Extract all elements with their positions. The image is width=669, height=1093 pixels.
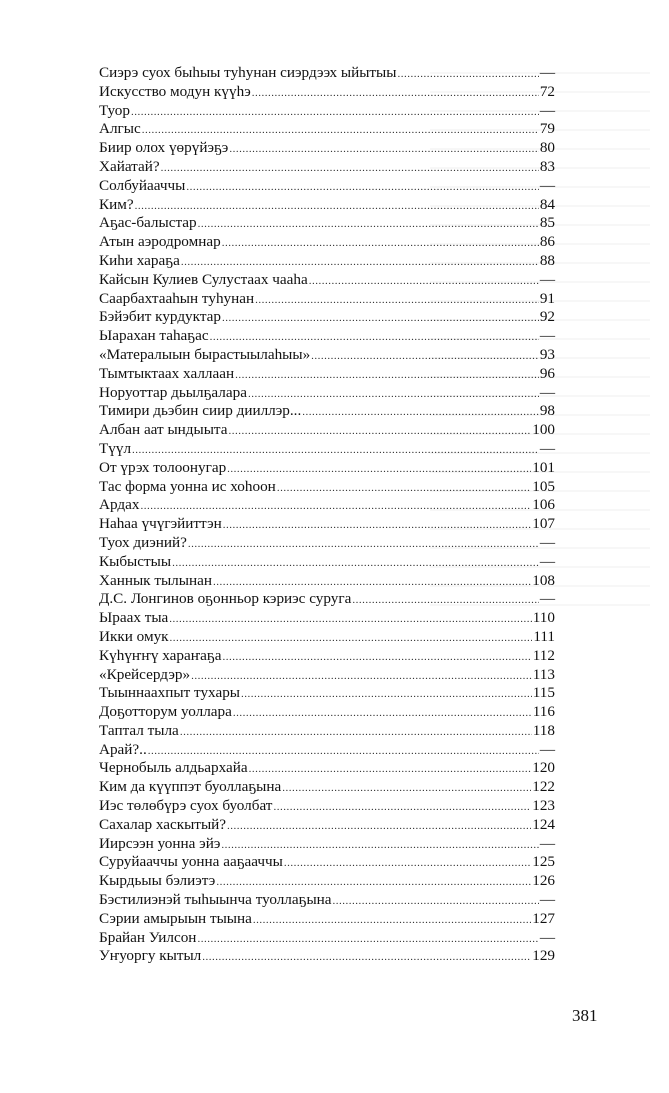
toc-entry-title: Сиэрэ суох быһыы туһунан сиэрдээх ыйытыы — [99, 64, 397, 81]
toc-entry-page: 72 — [539, 82, 555, 100]
toc-entry-title: Сахалар хаскытый? — [99, 815, 227, 833]
dot-leader — [252, 84, 539, 103]
dot-leader — [397, 65, 538, 84]
dot-leader — [233, 704, 532, 723]
toc-entry-title: «Крейсердэр» — [99, 665, 191, 683]
toc-entry — [99, 835, 555, 854]
toc-entry-page: 88 — [539, 251, 555, 269]
toc-entry-page: 120 — [532, 759, 555, 777]
dot-leader — [202, 948, 531, 967]
dot-leader — [311, 347, 539, 366]
dot-leader — [282, 779, 531, 798]
toc-entry-page: 129 — [532, 947, 555, 965]
toc-entry-page: — — [539, 928, 555, 946]
toc-entry — [99, 459, 555, 478]
toc-entry — [99, 365, 555, 384]
toc-entry — [99, 816, 555, 835]
toc-entry-title: Икки омук — [99, 627, 169, 645]
toc-entry-page: 79 — [539, 120, 555, 138]
toc-entry-page: 111 — [533, 627, 555, 645]
dot-leader — [229, 140, 539, 159]
toc-entry-title: Албан аат ындыыта — [99, 421, 228, 439]
toc-entry — [99, 590, 555, 609]
toc-entry-page: 116 — [532, 703, 555, 721]
dot-leader — [221, 836, 538, 855]
toc-entry-page: 101 — [532, 458, 555, 476]
dot-leader — [131, 103, 539, 122]
toc-entry-page: 80 — [539, 139, 555, 157]
toc-entry-page: 96 — [539, 364, 555, 382]
toc-entry-title: Бэстилиэнэй тыһыынча туоллаҕына — [99, 891, 332, 909]
toc-entry-title: Аҕас-балыстар — [99, 214, 197, 232]
toc-entry-page: — — [539, 383, 555, 401]
toc-entry — [99, 722, 555, 741]
toc-entry-page: — — [539, 64, 555, 81]
toc-entry-title: Саарбахтааһын туһунан — [99, 289, 255, 307]
toc-entry — [99, 684, 555, 703]
toc-entry — [99, 947, 555, 966]
dot-leader — [170, 629, 533, 648]
toc-entry — [99, 478, 555, 497]
dot-leader — [188, 535, 539, 554]
toc-entry-title: Туор — [99, 101, 130, 119]
toc-entry — [99, 572, 555, 591]
toc-entry-page: 91 — [539, 289, 555, 307]
toc-entry — [99, 214, 555, 233]
dot-leader — [191, 667, 532, 686]
dot-leader — [135, 197, 539, 216]
toc-entry-page: 112 — [532, 646, 555, 664]
dot-leader — [210, 328, 539, 347]
dot-leader — [148, 742, 539, 761]
toc-entry — [99, 271, 555, 290]
toc-entry-page: 83 — [539, 157, 555, 175]
toc-entry-page: 106 — [532, 496, 555, 514]
toc-entry — [99, 196, 555, 215]
toc-entry-page: — — [539, 327, 555, 345]
toc-entry-title: Ким да күүппэт буоллаҕына — [99, 778, 282, 796]
toc-entry-page: 105 — [532, 477, 555, 495]
toc-entry-title: Кайсын Кулиев Сулустаах чааһа — [99, 270, 308, 288]
toc-entry-title: Иирсээн уонна эйэ — [99, 834, 221, 852]
toc-entry — [99, 384, 555, 403]
toc-entry — [99, 139, 555, 158]
toc-entry — [99, 872, 555, 891]
dot-leader — [277, 479, 531, 498]
toc-entry-title: Наһаа үчүгэйиттэн — [99, 515, 222, 533]
toc-entry-title: Тыыннаахпыт тухары — [99, 684, 240, 702]
dot-leader — [284, 854, 531, 873]
toc-entry — [99, 759, 555, 778]
toc-entry — [99, 252, 555, 271]
toc-entry-page: 125 — [532, 853, 555, 871]
toc-entry-title: Ыарахан таһаҕас — [99, 327, 209, 345]
toc-entry-title: Доҕотторум уоллара — [99, 703, 232, 721]
toc-entry-page: — — [539, 439, 555, 457]
toc-entry — [99, 233, 555, 252]
dot-leader — [222, 309, 539, 328]
toc-entry-title: Ханнык тылынан — [99, 571, 212, 589]
dot-leader — [222, 648, 531, 667]
dot-leader — [241, 685, 532, 704]
toc-entry-title: Солбуйааччы — [99, 176, 186, 194]
toc-entry — [99, 797, 555, 816]
toc-entry-title: Уҥуоргу кытыл — [99, 947, 202, 965]
dot-leader — [248, 385, 539, 404]
toc-entry-page: 127 — [532, 909, 555, 927]
toc-entry — [99, 647, 555, 666]
page-number: 381 — [572, 1006, 598, 1025]
toc-entry-title: Кырдьыы бэлиэтэ — [99, 872, 216, 890]
toc-entry — [99, 628, 555, 647]
dot-leader — [227, 817, 531, 836]
toc-entry-page: 122 — [532, 778, 555, 796]
toc-entry-page: 118 — [532, 721, 555, 739]
toc-entry-page: — — [539, 834, 555, 852]
toc-entry-title: Таптал тыла — [99, 721, 179, 739]
toc-entry-title: Бэйэбит курдуктар — [99, 308, 221, 326]
toc-entry — [99, 703, 555, 722]
toc-entry-title: Д.С. Лонгинов оҕонньор кэриэс суруга — [99, 590, 352, 608]
toc-entry-title: Брайан Уилсон — [99, 928, 197, 946]
dot-leader — [229, 422, 532, 441]
toc-entry-page: 123 — [532, 797, 555, 815]
dot-leader — [181, 253, 539, 272]
toc-entry-title: Искусство модун күүһэ — [99, 82, 251, 100]
toc-entry — [99, 120, 555, 139]
toc-entry-page: 92 — [539, 308, 555, 326]
dot-leader — [180, 723, 532, 742]
toc-entry-page: 124 — [532, 815, 555, 833]
toc-entry — [99, 891, 555, 910]
toc-entry-page: 126 — [532, 872, 555, 890]
dot-leader — [309, 272, 539, 291]
dot-leader — [273, 798, 531, 817]
dot-leader — [333, 892, 539, 911]
toc-entry-page: 93 — [539, 345, 555, 363]
dot-leader — [142, 121, 539, 140]
toc-entry-page: — — [539, 270, 555, 288]
toc-entry-page: — — [539, 891, 555, 909]
toc-entry — [99, 440, 555, 459]
dot-leader — [132, 441, 539, 460]
toc-entry-page: — — [539, 552, 555, 570]
toc-entry-page: — — [539, 101, 555, 119]
dot-leader — [222, 234, 539, 253]
dot-leader — [235, 366, 539, 385]
toc-entry-title: Туох диэний? — [99, 533, 187, 551]
dot-leader — [253, 911, 531, 930]
dot-leader — [227, 460, 531, 479]
dot-leader — [255, 291, 539, 310]
toc-entry-page: — — [539, 590, 555, 608]
dot-leader — [249, 760, 532, 779]
toc-entry — [99, 64, 555, 83]
toc-entry-title: Ыраах тыа — [99, 609, 169, 627]
dot-leader — [169, 610, 531, 629]
table-of-contents — [99, 64, 555, 966]
toc-entry-title: Норуоттар дьылҕалара — [99, 383, 247, 401]
toc-entry-title: Тас форма уонна ис хоһоон — [99, 477, 276, 495]
toc-entry-page: — — [539, 176, 555, 194]
toc-entry-title: «Матералыын бырастыылаһыы» — [99, 345, 311, 363]
toc-entry-page: 85 — [539, 214, 555, 232]
toc-entry — [99, 158, 555, 177]
toc-entry-title: Түүл — [99, 439, 132, 457]
toc-entry-page: 108 — [532, 571, 555, 589]
toc-entry-page: — — [539, 740, 555, 758]
dot-leader — [302, 403, 539, 422]
toc-entry-page: 86 — [539, 233, 555, 251]
toc-entry-page: 98 — [539, 402, 555, 420]
toc-entry-title: Күһүҥҥү хараҥаҕа — [99, 646, 222, 664]
toc-entry-page: 113 — [532, 665, 555, 683]
toc-entry — [99, 853, 555, 872]
toc-entry — [99, 177, 555, 196]
toc-entry-title: Ардах — [99, 496, 140, 514]
toc-entry-page: 115 — [532, 684, 555, 702]
dot-leader — [213, 573, 531, 592]
toc-entry-page: — — [539, 533, 555, 551]
dot-leader — [223, 516, 532, 535]
toc-entry — [99, 553, 555, 572]
toc-entry-title: Тымтыктаах халлаан — [99, 364, 235, 382]
toc-entry-title: Суруйааччы уонна ааҕааччы — [99, 853, 283, 871]
dot-leader — [352, 591, 538, 610]
toc-entry-title: Хайатай? — [99, 157, 160, 175]
toc-entry — [99, 308, 555, 327]
toc-entry — [99, 496, 555, 515]
toc-entry — [99, 290, 555, 309]
toc-entry — [99, 346, 555, 365]
toc-entry-page: 110 — [532, 609, 555, 627]
toc-entry — [99, 402, 555, 421]
dot-leader — [197, 930, 538, 949]
toc-entry — [99, 778, 555, 797]
toc-entry-title: Чернобыль алдьархайа — [99, 759, 248, 777]
dot-leader — [198, 215, 539, 234]
toc-entry-title: Киһи хараҕа — [99, 251, 180, 269]
dot-leader — [161, 159, 539, 178]
toc-entry-title: Тимири дьэбин сиир дииллэр... — [99, 402, 302, 420]
toc-entry-title: Кыбыстыы — [99, 552, 172, 570]
toc-entry-title: Ким? — [99, 195, 134, 213]
toc-entry — [99, 515, 555, 534]
toc-entry-title: Сэрии амырыын тыына — [99, 909, 252, 927]
toc-entry-title: Алгыс — [99, 120, 141, 138]
toc-entry — [99, 929, 555, 948]
toc-entry — [99, 666, 555, 685]
dot-leader — [186, 178, 538, 197]
toc-entry-title: Иэс төлөбүрэ суох буолбат — [99, 797, 273, 815]
dot-leader — [140, 497, 531, 516]
toc-entry — [99, 327, 555, 346]
toc-entry — [99, 534, 555, 553]
dot-leader — [216, 873, 531, 892]
toc-entry — [99, 910, 555, 929]
toc-entry — [99, 102, 555, 121]
toc-entry-title: Арай?.. — [99, 740, 147, 758]
toc-entry-title: От үрэх толоонугар — [99, 458, 227, 476]
toc-entry-title: Биир олох үөрүйэҕэ — [99, 139, 229, 157]
toc-entry-page: 100 — [532, 421, 555, 439]
toc-entry-page: 84 — [539, 195, 555, 213]
toc-entry-title: Атын аэродромнар — [99, 233, 221, 251]
toc-entry — [99, 83, 555, 102]
toc-entry-page: 107 — [532, 515, 555, 533]
toc-entry — [99, 741, 555, 760]
dot-leader — [172, 554, 539, 573]
toc-entry — [99, 609, 555, 628]
toc-entry — [99, 421, 555, 440]
